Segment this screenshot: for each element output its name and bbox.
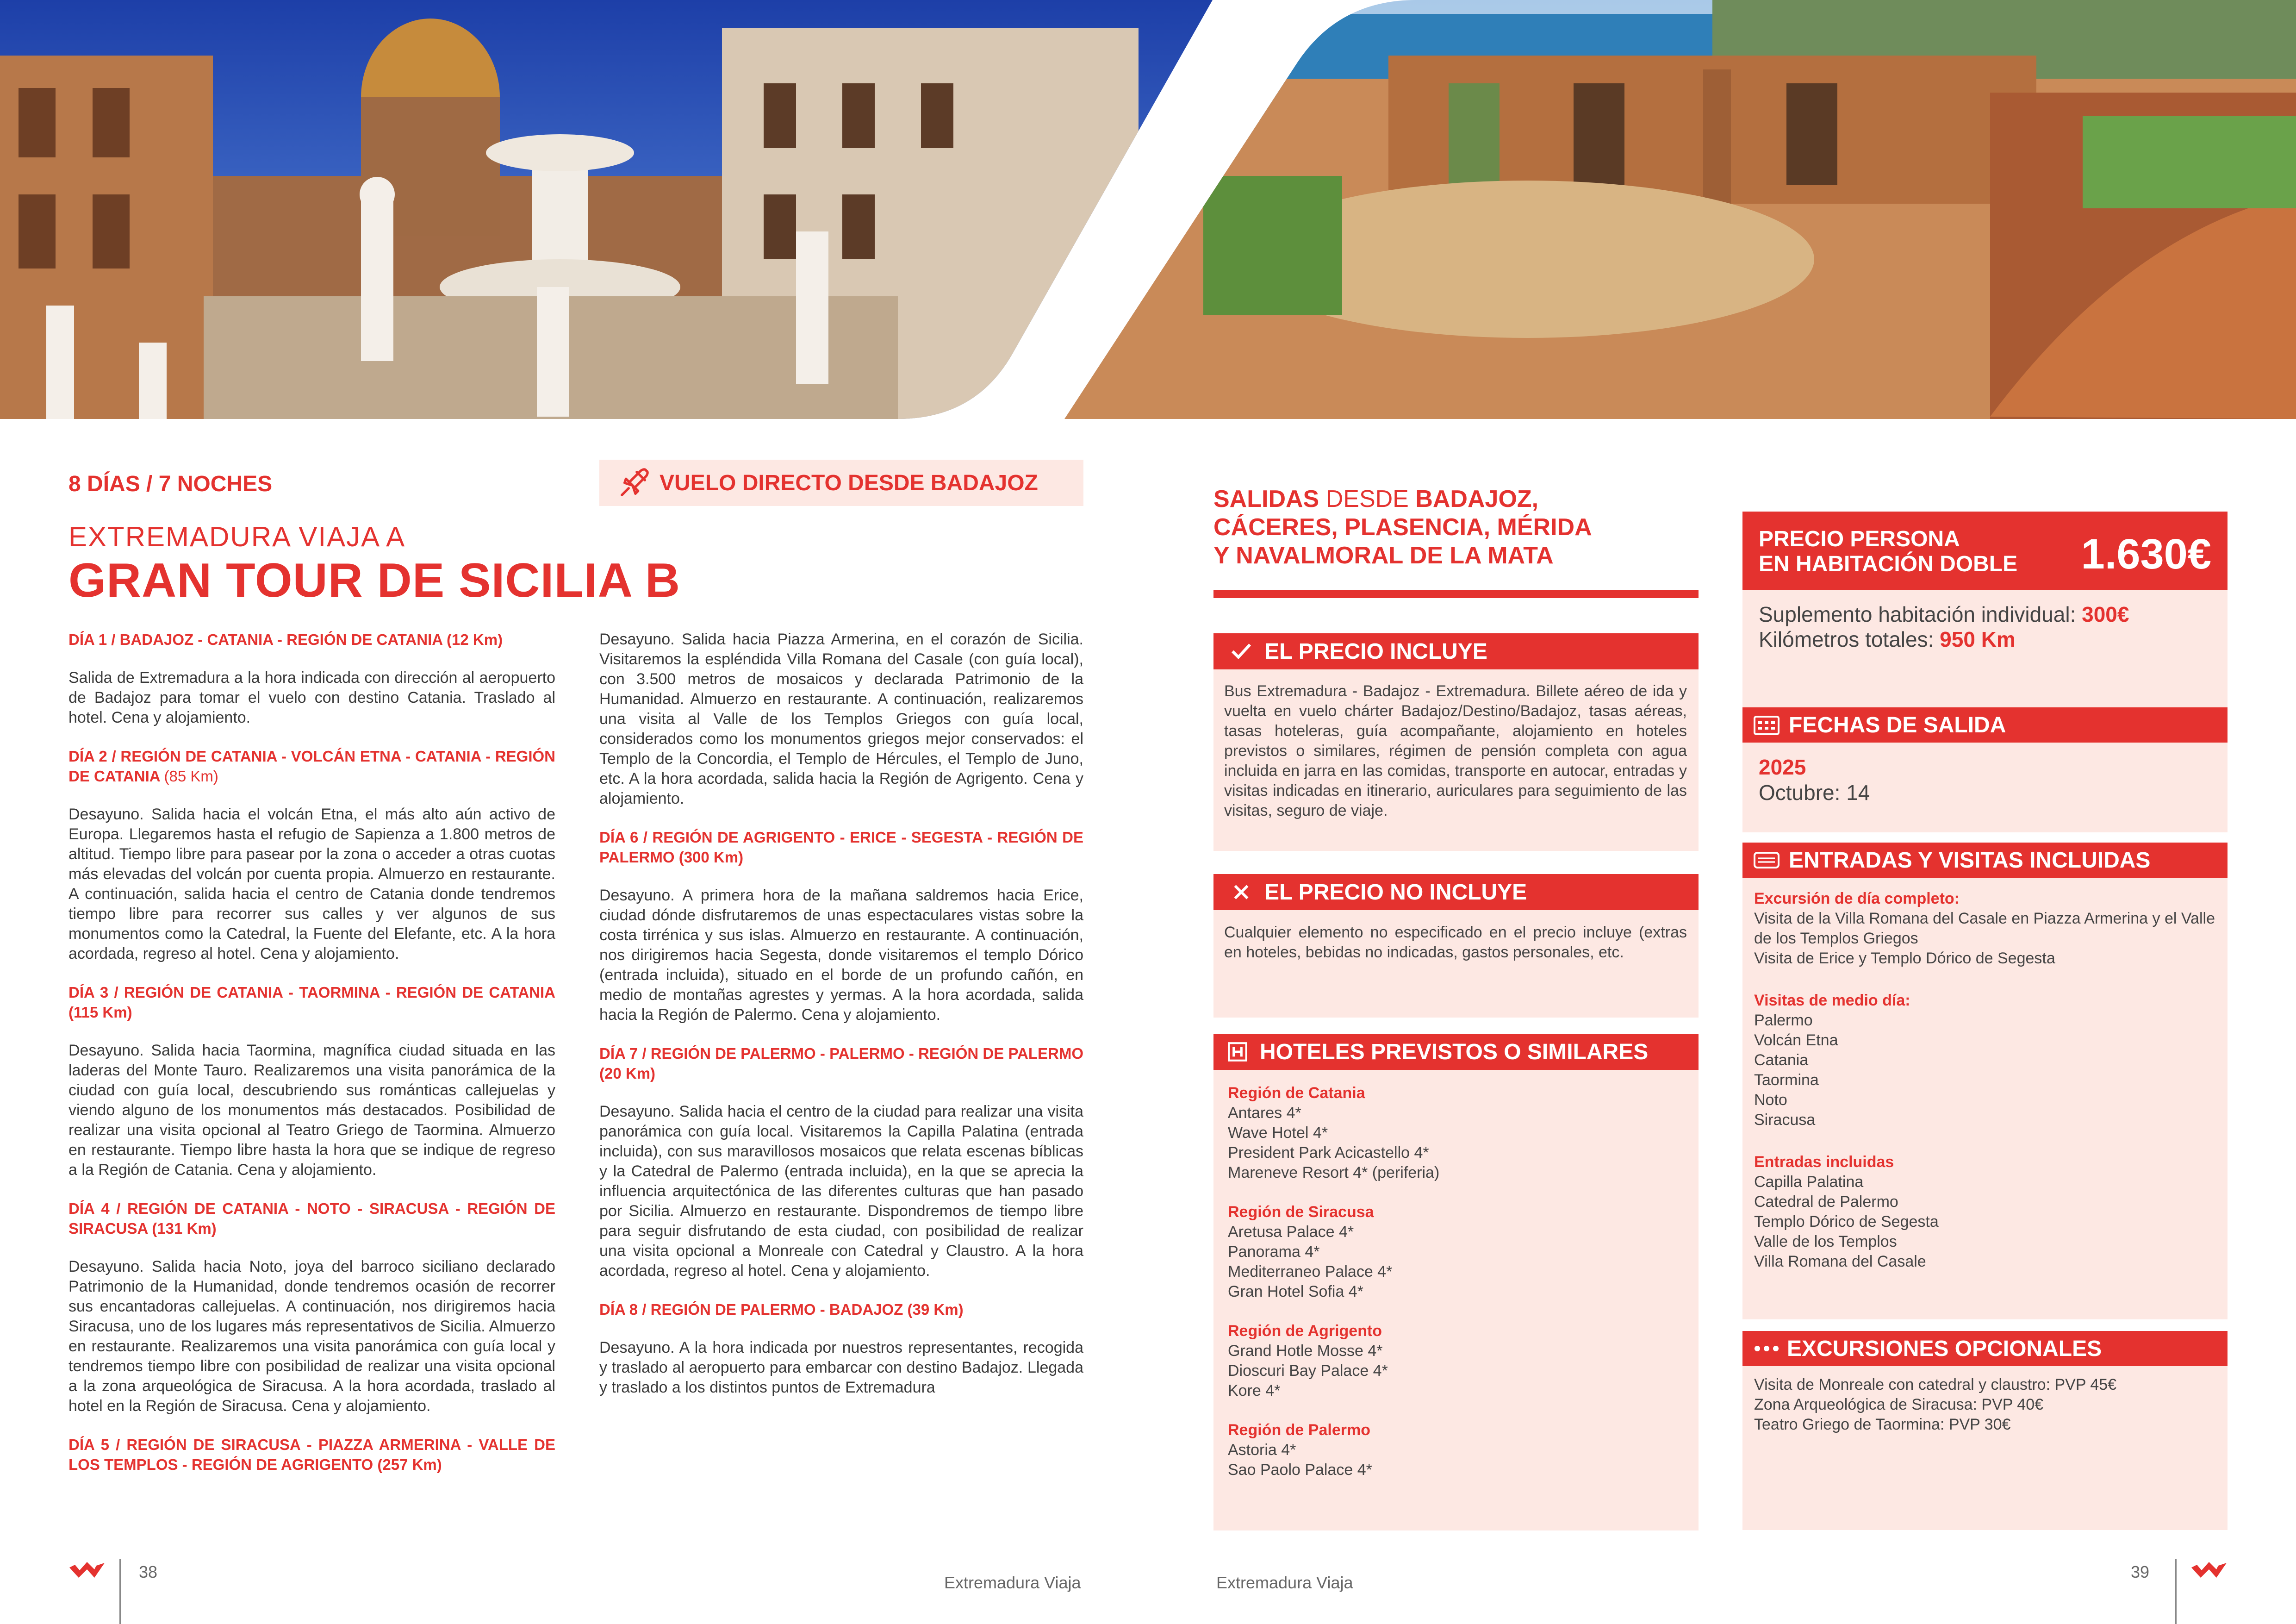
- more-dots-icon: [1753, 1335, 1780, 1362]
- included-item: Capilla Palatina: [1754, 1173, 1864, 1191]
- departures-underline: [1213, 590, 1699, 598]
- flight-badge-label: VUELO DIRECTO DESDE BADAJOZ: [660, 470, 1038, 495]
- hotels-list: [1228, 1083, 1681, 1480]
- hotel-item: Grand Hotle Mosse 4*: [1228, 1342, 1383, 1360]
- dates-year: 2025: [1759, 755, 1806, 779]
- check-icon: [1227, 637, 1255, 665]
- included-item: Valle de los Templos: [1754, 1233, 1897, 1250]
- departures-word-badajoz: BADAJOZ,: [1415, 486, 1539, 512]
- price-box: [1742, 512, 2228, 590]
- day-4-heading: DÍA 4 / REGIÓN DE CATANIA - NOTO - SIRACUSA - REGIÓN DE SIRACUSA (131 Km): [68, 1200, 555, 1237]
- day-8-text: Desayuno. A la hora indicada por nuestros representantes, recogida y traslado al aeropuerto para embarcar con destino Badajoz. Llegada y traslado a los distintos puntos de Extremadura: [599, 1339, 1083, 1396]
- dates-value: Octubre: 14: [1759, 781, 1870, 805]
- day-2-heading-km: (85 Km): [164, 768, 218, 785]
- page-title: GRAN TOUR DE SICILIA B: [68, 554, 681, 607]
- price-details: [1759, 602, 2129, 652]
- day-6-heading: DÍA 6 / REGIÓN DE AGRIGENTO - ERICE - SEGESTA - REGIÓN DE PALERMO (300 Km): [599, 829, 1083, 866]
- plane-icon: [618, 467, 650, 499]
- supplement-label: Suplemento habitación individual:: [1759, 602, 2076, 626]
- departures-line-1: [1213, 485, 1592, 513]
- full-day-title: Excursión de día completo:: [1754, 890, 1960, 907]
- optional-item: Zona Arqueológica de Siracusa: PVP 40€: [1754, 1396, 2044, 1413]
- includes-text: Bus Extremadura - Badajoz - Extremadura. Billete aéreo de ida y vuelta en vuelo chárter Badajoz/Destino/Badajoz, tasas aéreas, tasas hoteleras, guía acompañante, alojamiento en hoteles previstos o similares, régimen de pensión completa con agua incluida en jarra en las comidas, transporte en autocar, entradas y visitas indicadas en itinerario, auriculares para seguimiento de las visitas, seguro de viaje.: [1224, 682, 1687, 819]
- departures-line-3: Y NAVALMORAL DE LA MATA: [1213, 542, 1554, 569]
- hotels-title: HOTELES PREVISTOS O SIMILARES: [1260, 1039, 1649, 1064]
- full-day-item: Visita de Erice y Templo Dórico de Segesta: [1754, 949, 2055, 967]
- half-day-item: Siracusa: [1754, 1111, 1816, 1129]
- day-6-text: Desayuno. A primera hora de la mañana saldremos hacia Erice, ciudad dónde disfrutaremos de unas espectaculares vistas sobre la costa tirrénica y sus islas. Almuerzo en restaurante. A continuación, nos dirigiremos hacia Segesta, donde visitaremos el templo Dórico (entrada incluida), situado en el borde de un profundo cañón, en medio de montañas agrestes y yermas. A la hora acordada, salida hacia la Región de Palermo. Cena y alojamiento.: [599, 887, 1083, 1024]
- optional-title: EXCURSIONES OPCIONALES: [1787, 1336, 2102, 1361]
- hotel-item: Gran Hotel Sofia 4*: [1228, 1283, 1363, 1300]
- day-5-heading: DÍA 5 / REGIÓN DE SIRACUSA - PIAZZA ARMERINA - VALLE DE LOS TEMPLOS - REGIÓN DE AGRIGENTO (257 Km): [68, 1436, 555, 1473]
- hotel-item: Aretusa Palace 4*: [1228, 1223, 1354, 1241]
- half-day-group: [1754, 991, 2217, 1130]
- day-2-text: Desayuno. Salida hacia el volcán Etna, el más alto aún activo de Europa. Llegaremos hasta el refugio de Sapienza a 1.800 metros de altitud. Tiempo libre para pasear por la zona o acceder a otras cuotas más elevadas del volcán por cuenta propia. Almuerzo en restaurante. A continuación, salida hacia el centro de Catania donde tendremos tiempo libre para recorrer sus calles y ver algunos de sus monumentos como la Catedral, la Fuente del Elefante, etc. A la hora acordada, regreso al hotel. Cena y alojamiento.: [68, 806, 555, 962]
- day-8: [599, 1299, 1083, 1398]
- page-number-right: 39: [2131, 1562, 2150, 1581]
- day-7-heading: DÍA 7 / REGIÓN DE PALERMO - PALERMO - REGIÓN DE PALERMO (20 Km): [599, 1045, 1083, 1082]
- includes-title: EL PRECIO INCLUYE: [1264, 639, 1487, 664]
- price-label-1: PRECIO PERSONA: [1759, 527, 1960, 551]
- hotel-group-agrigento: [1228, 1321, 1681, 1401]
- itinerary-column-2: [599, 630, 1083, 1416]
- cross-icon: [1227, 878, 1255, 906]
- dates-bar: [1742, 707, 2228, 743]
- page-subtitle: EXTREMADURA VIAJA A: [68, 521, 406, 552]
- departures-word-desde: DESDE: [1325, 486, 1409, 512]
- entries-content: [1754, 889, 2217, 1272]
- half-day-item: Taormina: [1754, 1071, 1819, 1089]
- ticket-icon: [1753, 846, 1780, 874]
- km-row: [1759, 627, 2129, 652]
- hotel-group-siracusa: [1228, 1202, 1681, 1302]
- itinerary-column-1: [68, 630, 555, 1493]
- day-2-heading: [68, 746, 555, 786]
- day-2: [68, 746, 555, 964]
- half-day-item: Volcán Etna: [1754, 1031, 1838, 1049]
- hotel-item: Panorama 4*: [1228, 1243, 1320, 1261]
- day-5-text: Desayuno. Salida hacia Piazza Armerina, en el corazón de Sicilia. Visitaremos la espléndida Villa Romana del Casale (con guía local), con 3.500 metros de mosaicos y declarada Patrimonio de la Humanidad. Almuerzo en restaurante. A continuación, realizaremos una visita al Valle de los Templos Griegos con guía local, considerados como los monumentos griegos mejor conservados: el Templo de la Concordia, el Templo de Hércules, el Templo de Juno, etc. A la hora acordada, salida hacia la Región de Agrigento. Cena y alojamiento.: [599, 631, 1083, 807]
- departures-heading: [1213, 485, 1592, 570]
- brand-logo-right: [2190, 1559, 2228, 1585]
- hotel-group-palermo: [1228, 1420, 1681, 1480]
- full-day-group: [1754, 889, 2217, 968]
- footer-divider-right: [2175, 1559, 2177, 1624]
- optional-bar: [1742, 1331, 2228, 1366]
- not-includes-title: EL PRECIO NO INCLUYE: [1264, 880, 1527, 905]
- hotel-item: Astoria 4*: [1228, 1441, 1296, 1459]
- taormina-photo: [1064, 0, 2296, 419]
- price-label-2: EN HABITACIÓN DOBLE: [1759, 552, 2018, 576]
- included-item: Templo Dórico de Segesta: [1754, 1213, 1939, 1230]
- calendar-icon: [1753, 711, 1780, 739]
- half-day-item: Noto: [1754, 1091, 1787, 1109]
- hotel-item: President Park Acicastello 4*: [1228, 1144, 1429, 1162]
- km-value: 950 Km: [1940, 627, 2016, 651]
- supplement-value: 300€: [2082, 602, 2129, 626]
- day-2-heading-main: DÍA 2 / REGIÓN DE CATANIA - VOLCÁN ETNA - CATANIA - REGIÓN DE CATANIA: [68, 748, 555, 785]
- hotel-icon: [1224, 1038, 1251, 1066]
- day-6: [599, 827, 1083, 1025]
- entries-title: ENTRADAS Y VISITAS INCLUIDAS: [1789, 848, 2151, 873]
- optional-item: Teatro Griego de Taormina: PVP 30€: [1754, 1416, 2011, 1433]
- day-1-heading: DÍA 1 / BADAJOZ - CATANIA - REGIÓN DE CATANIA (12 Km): [68, 631, 503, 648]
- footer-brand-left: Extremadura Viaja: [944, 1573, 1081, 1592]
- optional-item: Visita de Monreale con catedral y claustro: PVP 45€: [1754, 1376, 2117, 1393]
- page-number-left: 38: [139, 1562, 158, 1581]
- footer-brand-right: Extremadura Viaja: [1216, 1573, 1353, 1592]
- flight-badge: [599, 460, 1083, 506]
- included-title: Entradas incluidas: [1754, 1153, 1894, 1171]
- hotel-region: Región de Siracusa: [1228, 1203, 1374, 1221]
- day-3: [68, 982, 555, 1180]
- day-4: [68, 1199, 555, 1416]
- day-7: [599, 1043, 1083, 1281]
- day-8-heading: DÍA 8 / REGIÓN DE PALERMO - BADAJOZ (39 Km): [599, 1301, 964, 1318]
- hotel-item: Kore 4*: [1228, 1382, 1281, 1399]
- brand-logo-left: [68, 1559, 106, 1585]
- departures-word-salidas: SALIDAS: [1213, 486, 1319, 512]
- full-day-item: Visita de la Villa Romana del Casale en Piazza Armerina y el Valle de los Templos Griegos: [1754, 910, 2215, 947]
- palermo-photo: [0, 0, 1213, 419]
- day-1: [68, 630, 555, 728]
- departures-line-2: CÁCERES, PLASENCIA, MÉRIDA: [1213, 514, 1592, 541]
- day-3-text: Desayuno. Salida hacia Taormina, magnífica ciudad situada en las laderas del Monte Tauro. Realizaremos una visita panorámica de la ciudad con guía local, descubriendo sus románticas callejuelas y viendo alguno de los monumentos más destacados. Posibilidad de realizar una visita opcional al Teatro Griego de Taormina. Almuerzo en restaurante. Tiempo libre hasta la hora que se indique de regreso a la Región de Catania. Cena y alojamiento.: [68, 1042, 555, 1179]
- hotel-item: Dioscuri Bay Palace 4*: [1228, 1362, 1388, 1380]
- included-group: [1754, 1152, 2217, 1272]
- includes-bar: [1213, 633, 1699, 669]
- day-5: [68, 1435, 555, 1474]
- hotel-region: Región de Catania: [1228, 1084, 1365, 1102]
- optional-list: [1754, 1375, 2217, 1435]
- day-3-heading: DÍA 3 / REGIÓN DE CATANIA - TAORMINA - REGIÓN DE CATANIA (115 Km): [68, 984, 555, 1021]
- km-label: Kilómetros totales:: [1759, 627, 1934, 651]
- not-includes-bar: [1213, 874, 1699, 910]
- hotel-item: Wave Hotel 4*: [1228, 1124, 1328, 1142]
- day-1-text: Salida de Extremadura a la hora indicada con dirección al aeropuerto de Badajoz para tomar el vuelo con destino Catania. Traslado al hotel. Cena y alojamiento.: [68, 669, 555, 726]
- half-day-item: Catania: [1754, 1051, 1809, 1069]
- footer-divider-left: [119, 1559, 121, 1624]
- hotel-item: Sao Paolo Palace 4*: [1228, 1461, 1372, 1479]
- price-amount: 1.630€: [2081, 531, 2211, 578]
- not-includes-text: Cualquier elemento no especificado en el precio incluye (extras en hoteles, bebidas no indicadas, gastos personales, etc.: [1224, 924, 1687, 961]
- hotel-item: Antares 4*: [1228, 1104, 1301, 1122]
- dates-title: FECHAS DE SALIDA: [1789, 712, 2006, 737]
- day-7-text: Desayuno. Salida hacia el centro de la ciudad para realizar una visita panorámica con guía local. Visitaremos la Capilla Palatina (entrada incluida), con sus maravillosos mosaicos que relata escenas bíblicas y la Catedral de Palermo (entrada incluida), en la que se aprecia la influencia arquitectónica de las diferentes culturas que han pasado por Sicilia. Almuerzo en restaurante. Dispondremos de tiempo libre para seguir disfrutando de esta ciudad, con posibilidad de realizar una visita opcional a Monreale con Catedral y Claustro. A la hora acordada, regreso al hotel. Cena y alojamiento.: [599, 1103, 1083, 1280]
- entries-bar: [1742, 843, 2228, 878]
- included-item: Catedral de Palermo: [1754, 1193, 1898, 1211]
- trip-duration: 8 DÍAS / 7 NOCHES: [68, 472, 273, 496]
- supplement-row: [1759, 602, 2129, 627]
- hotel-item: Mareneve Resort 4* (periferia): [1228, 1164, 1440, 1181]
- hotel-group-catania: [1228, 1083, 1681, 1183]
- hotel-item: Mediterraneo Palace 4*: [1228, 1263, 1393, 1280]
- half-day-item: Palermo: [1754, 1012, 1813, 1029]
- day-4-text: Desayuno. Salida hacia Noto, joya del barroco siciliano declarado Patrimonio de la Humanidad, donde tendremos ocasión de recorrer sus encantadoras callejuelas. A continuación, nos dirigiremos hacia Siracusa, uno de los lugares más representativos de Sicilia. Almuerzo en restaurante. Realizaremos una visita panorámica con guía local y tendremos tiempo libre con posibilidad de realizar una visita opcional a la zona arqueológica de Siracusa. A la hora acordada, traslado al hotel en la Región de Siracusa. Cena y alojamiento.: [68, 1258, 555, 1415]
- half-day-title: Visitas de medio día:: [1754, 992, 1910, 1009]
- hotels-bar: [1213, 1034, 1699, 1070]
- included-item: Villa Romana del Casale: [1754, 1253, 1926, 1270]
- hotel-region: Región de Agrigento: [1228, 1322, 1382, 1340]
- hotel-region: Región de Palermo: [1228, 1421, 1370, 1439]
